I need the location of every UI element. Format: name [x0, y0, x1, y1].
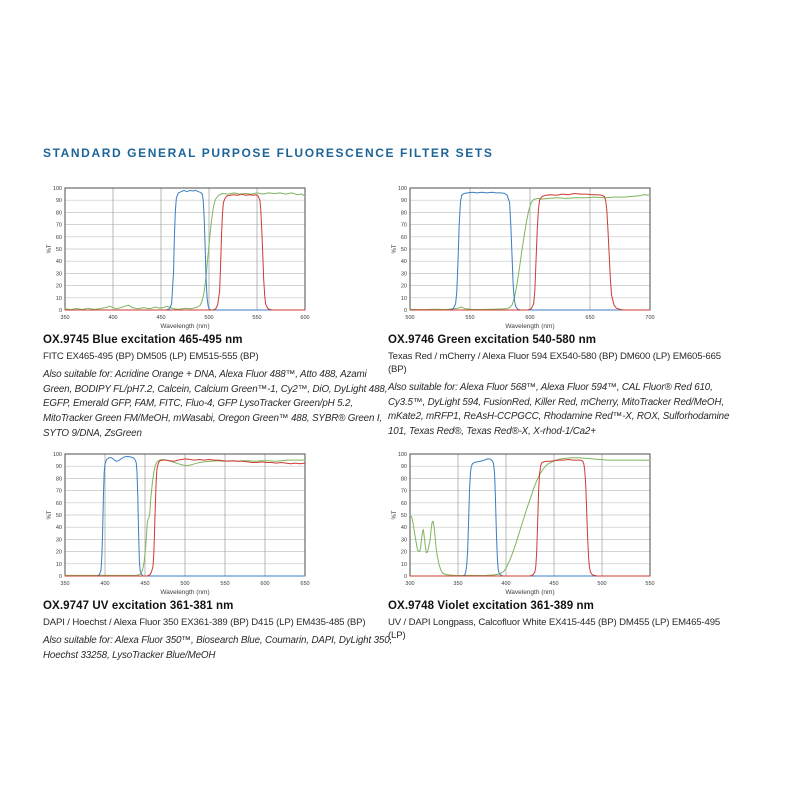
svg-text:100: 100 — [52, 452, 62, 458]
svg-text:80: 80 — [55, 476, 62, 483]
svg-text:30: 30 — [400, 271, 407, 278]
svg-text:500: 500 — [204, 315, 214, 321]
transmission-chart-blue-excitation — [43, 182, 373, 332]
svg-text:300: 300 — [405, 581, 415, 587]
svg-text:550: 550 — [645, 581, 655, 587]
svg-text:400: 400 — [108, 315, 118, 321]
svg-text:70: 70 — [400, 488, 407, 495]
svg-text:90: 90 — [400, 198, 407, 205]
page-title: STANDARD GENERAL PURPOSE FLUORESCENCE FILTER SETS — [43, 146, 494, 160]
svg-text:550: 550 — [465, 315, 475, 321]
svg-text:650: 650 — [300, 581, 310, 587]
caption-ox9747 — [43, 600, 395, 663]
svg-text:%T: %T — [47, 244, 53, 254]
caption-ox9746 — [388, 334, 740, 440]
filter-set-components: FITC EX465-495 (BP) DM505 (LP) EM515-555 (BP) — [43, 351, 259, 362]
svg-text:10: 10 — [55, 561, 62, 568]
svg-text:600: 600 — [260, 581, 270, 587]
svg-text:60: 60 — [55, 500, 62, 507]
svg-text:30: 30 — [400, 537, 407, 544]
svg-text:500: 500 — [597, 581, 607, 587]
svg-text:60: 60 — [400, 500, 407, 507]
svg-text:70: 70 — [55, 488, 62, 495]
svg-text:100: 100 — [397, 186, 407, 192]
transmission-chart-violet-excitation — [388, 448, 718, 598]
filter-set-title: OX.9748 Violet excitation 361-389 nm — [388, 600, 595, 612]
svg-text:600: 600 — [300, 315, 310, 321]
svg-text:0: 0 — [58, 308, 62, 314]
filter-set-title: OX.9745 Blue excitation 465-495 nm — [43, 334, 243, 346]
svg-text:40: 40 — [55, 525, 62, 532]
section-ox9745 — [43, 182, 399, 441]
svg-text:%T: %T — [392, 244, 398, 254]
svg-text:50: 50 — [55, 513, 62, 519]
svg-text:650: 650 — [585, 315, 595, 321]
svg-text:500: 500 — [405, 315, 415, 321]
caption-ox9745 — [43, 334, 395, 441]
svg-text:30: 30 — [55, 537, 62, 544]
svg-text:450: 450 — [140, 581, 150, 587]
svg-text:550: 550 — [252, 315, 262, 321]
svg-text:Wavelength (nm): Wavelength (nm) — [505, 323, 555, 330]
svg-text:50: 50 — [55, 247, 62, 253]
svg-text:10: 10 — [400, 295, 407, 302]
section-ox9747 — [43, 448, 399, 663]
svg-text:50: 50 — [400, 513, 407, 519]
svg-text:20: 20 — [55, 549, 62, 556]
svg-text:100: 100 — [397, 452, 407, 458]
filter-set-also-suitable: Also suitable for: Alexa Fluor 568™, Alexa Fluor 594™, CAL Fluor® Red 610, Cy3.5™, DyLight 594, FusionRed, Killer Red, mCherry, MitoTracker Red/MeOH, mKate2, mRFP1, ReAsH-CCPGCC, Rhodamine Red™-X, ROX, Sulforhodamine 101, Texas Red®, Texas Red®-X, X-rhod-1/Ca2+ — [388, 381, 730, 437]
svg-text:0: 0 — [403, 308, 407, 314]
svg-text:70: 70 — [55, 222, 62, 229]
svg-text:40: 40 — [400, 525, 407, 532]
svg-text:40: 40 — [400, 259, 407, 266]
svg-text:350: 350 — [453, 581, 463, 587]
caption-ox9748 — [388, 600, 740, 643]
svg-text:80: 80 — [400, 476, 407, 483]
svg-text:%T: %T — [392, 510, 398, 520]
transmission-chart-uv-excitation — [43, 448, 373, 598]
svg-text:400: 400 — [100, 581, 110, 587]
svg-text:500: 500 — [180, 581, 190, 587]
svg-text:20: 20 — [55, 283, 62, 290]
svg-text:90: 90 — [400, 464, 407, 471]
svg-text:20: 20 — [400, 549, 407, 556]
svg-text:%T: %T — [47, 510, 53, 520]
svg-text:Wavelength (nm): Wavelength (nm) — [160, 589, 210, 596]
svg-text:20: 20 — [400, 283, 407, 290]
filter-set-title: OX.9746 Green excitation 540-580 nm — [388, 334, 597, 346]
svg-text:450: 450 — [549, 581, 559, 587]
svg-text:80: 80 — [55, 210, 62, 217]
svg-text:40: 40 — [55, 259, 62, 266]
svg-text:0: 0 — [403, 574, 407, 580]
svg-text:60: 60 — [55, 234, 62, 241]
filter-set-components: UV / DAPI Longpass, Calcofluor White EX415-445 (BP) DM455 (LP) EM465-495 (LP) — [388, 617, 721, 641]
svg-text:100: 100 — [52, 186, 62, 192]
svg-text:10: 10 — [55, 295, 62, 302]
svg-text:70: 70 — [400, 222, 407, 229]
svg-text:Wavelength (nm): Wavelength (nm) — [160, 323, 210, 330]
svg-text:350: 350 — [60, 581, 70, 587]
svg-text:0: 0 — [58, 574, 62, 580]
svg-text:50: 50 — [400, 247, 407, 253]
section-ox9748 — [388, 448, 744, 647]
section-ox9746 — [388, 182, 744, 440]
svg-text:90: 90 — [55, 198, 62, 205]
svg-text:60: 60 — [400, 234, 407, 241]
svg-text:350: 350 — [60, 315, 70, 321]
svg-text:400: 400 — [501, 581, 511, 587]
svg-text:10: 10 — [400, 561, 407, 568]
filter-set-also-suitable: Also suitable for: Acridine Orange + DNA, Alexa Fluor 488™, Atto 488, Azami Green, BODIPY FL/pH7.2, Calcein, Calcium Green™-1, Cy2™, DiO, DyLight 488, EGFP, Emerald GFP, FAM, FITC, Fluo-4, GFP LysoTracker Green/pH 5.2, MitoTracker Green FM/MeOH, mWasabi, Oregon Green™ 488, SYBR® Green I, SYTO 9/DNA, ZsGreen — [43, 368, 388, 439]
svg-text:30: 30 — [55, 271, 62, 278]
svg-text:450: 450 — [156, 315, 166, 321]
filter-set-also-suitable: Also suitable for: Alexa Fluor 350™, Biosearch Blue, Coumarin, DAPI, DyLight 350, Hoechst 33258, LysoTracker Blue/MeOH — [43, 634, 393, 661]
svg-text:700: 700 — [645, 315, 655, 321]
svg-text:600: 600 — [525, 315, 535, 321]
filter-set-components: Texas Red / mCherry / Alexa Fluor 594 EX540-580 (BP) DM600 (LP) EM605-665 (BP) — [388, 351, 721, 375]
filter-set-components: DAPI / Hoechst / Alexa Fluor 350 EX361-389 (BP) D415 (LP) EM435-485 (BP) — [43, 617, 366, 628]
svg-text:550: 550 — [220, 581, 230, 587]
svg-text:Wavelength (nm): Wavelength (nm) — [505, 589, 555, 596]
svg-text:90: 90 — [55, 464, 62, 471]
transmission-chart-green-excitation — [388, 182, 718, 332]
filter-set-title: OX.9747 UV excitation 361-381 nm — [43, 600, 234, 612]
svg-text:80: 80 — [400, 210, 407, 217]
